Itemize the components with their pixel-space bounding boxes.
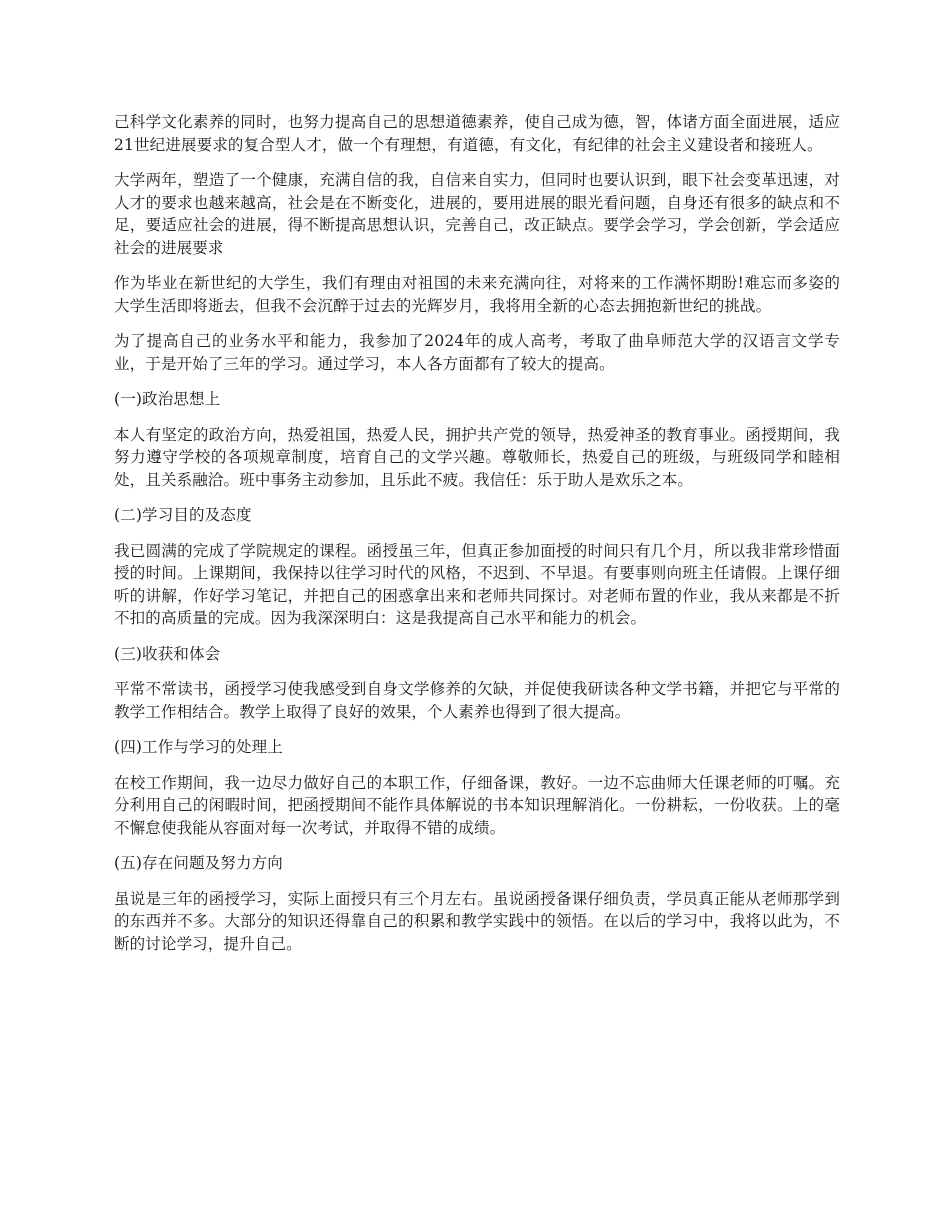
paragraph-3: 作为毕业在新世纪的大学生，我们有理由对祖国的未来充满向往，对将来的工作满怀期盼!难忘而多姿的大学生活即将逝去，但我不会沉醉于过去的光辉岁月，我将用全新的心态去拥抱新世纪的挑战。 [114, 274, 840, 315]
paragraph-2: 大学两年，塑造了一个健康，充满自信的我，自信来自实力，但同时也要认识到，眼下社会变革迅速，对人才的要求也越来越高，社会是在不断变化，进展的，要用进展的眼光看问题，自身还有很多的缺点和不足，要适应社会的进展，得不断提高思想认识，完善自己，改正缺点。要学会学习，学会创新，学会适应社会的进展要求 [114, 171, 840, 257]
paragraph-problems: 虽说是三年的函授学习，实际上面授只有三个月左右。虽说函授备课仔细负责，学员真正能从老师那学到的东西并不多。大部分的知识还得靠自己的积累和教学实践中的领悟。在以后的学习中，我将以此为，不断的讨论学习，提升自己。 [114, 889, 840, 953]
paragraph-work-study: 在校工作期间，我一边尽力做好自己的本职工作，仔细备课，教好。一边不忘曲师大任课老师的叮嘱。充分利用自己的闲暇时间，把函授期间不能作具体解说的书本知识理解消化。一份耕耘，一份收获。上的毫不懈怠使我能从容面对每一次考试，并取得不错的成绩。 [114, 773, 840, 837]
section-heading-gains: (三)收获和体会 [114, 644, 221, 663]
paragraph-political: 本人有坚定的政治方向，热爱祖国，热爱人民，拥护共产党的领导，热爱神圣的教育事业。函授期间，我努力遵守学校的各项规章制度，培育自己的文学兴趣。尊敬师长，热爱自己的班级，与班级同学和睦相处，且关系融洽。班中事务主动参加，且乐此不疲。我信任：乐于助人是欢乐之本。 [114, 425, 840, 489]
document-body [114, 111, 840, 968]
paragraph-1: 己科学文化素养的同时，也努力提高自己的思想道德素养，使自己成为德，智，体诸方面全面进展，适应21世纪进展要求的复合型人才，做一个有理想，有道德，有文化，有纪律的社会主义建设者和接班人。 [114, 113, 840, 154]
paragraph-gains: 平常不常读书，函授学习使我感受到自身文学修养的欠缺，并促使我研读各种文学书籍，并把它与平常的教学工作相结合。教学上取得了良好的效果，个人素养也得到了很大提高。 [114, 680, 840, 721]
section-heading-work-study: (四)工作与学习的处理上 [114, 738, 283, 756]
section-heading-political: (一)政治思想上 [114, 390, 221, 408]
paragraph-study-attitude: 我已圆满的完成了学院规定的课程。函授虽三年，但真正参加面授的时间只有几个月，所以我非常珍惜面授的时间。上课期间，我保持以往学习时代的风格，不迟到、不早退。有要事则向班主任请假。上课仔细听的讲解，作好学习笔记，并把自己的困惑拿出来和老师共同探讨。对老师布置的作业，我从来都是不折不扣的高质量的完成。因为我深深明白：这是我提高自己水平和能力的机会。 [114, 541, 840, 627]
section-heading-problems: (五)存在问题及努力方向 [114, 854, 283, 872]
paragraph-4: 为了提高自己的业务水平和能力，我参加了2024年的成人高考，考取了曲阜师范大学的汉语言文学专业，于是开始了三年的学习。通过学习，本人各方面都有了较大的提高。 [114, 332, 840, 373]
section-heading-study-attitude: (二)学习目的及态度 [114, 506, 252, 524]
